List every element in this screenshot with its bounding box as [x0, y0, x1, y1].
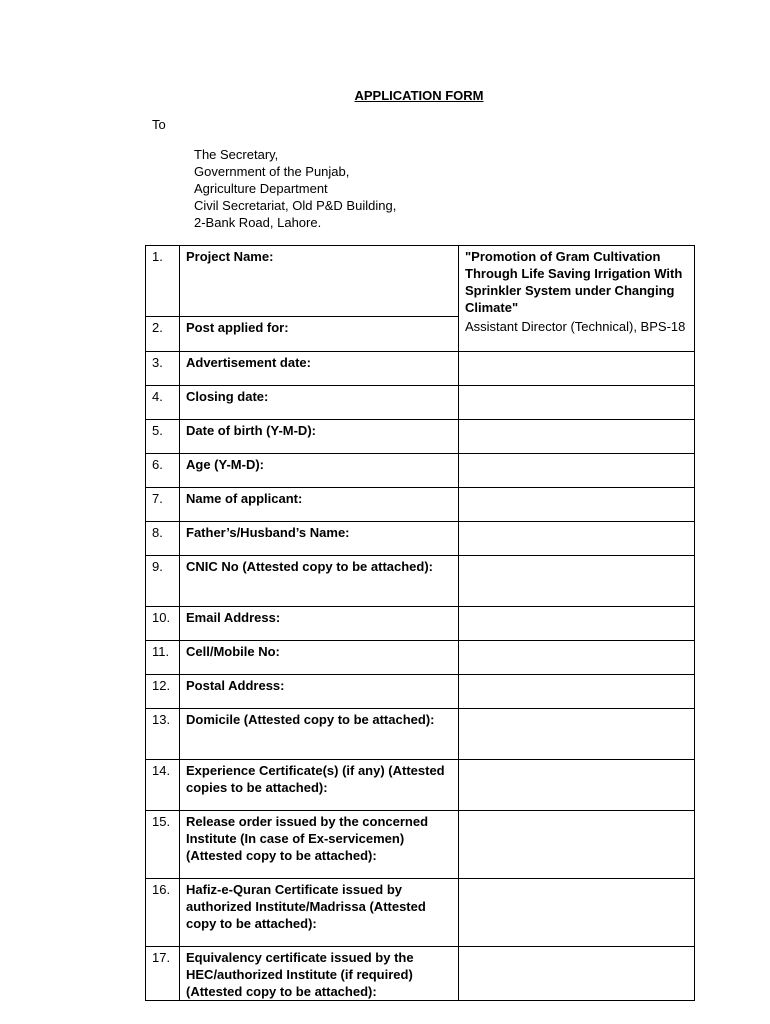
- table-row: [146, 759, 695, 810]
- row-label: Post applied for:: [180, 316, 459, 351]
- table-row: [146, 453, 695, 487]
- row-label: Postal Address:: [180, 674, 459, 708]
- row-label: Closing date:: [180, 385, 459, 419]
- row-label: Date of birth (Y-M-D):: [180, 419, 459, 453]
- postal-address-field[interactable]: [459, 674, 695, 708]
- row-number: 14.: [146, 759, 180, 810]
- project-name-value: "Promotion of Gram Cultivation Through Life Saving Irrigation With Sprinkler System under Changing Climate": [459, 246, 695, 317]
- row-number: 1.: [146, 246, 180, 317]
- row-number: 7.: [146, 487, 180, 521]
- table-row: [146, 316, 695, 351]
- row-number: 8.: [146, 521, 180, 555]
- address-line: The Secretary,: [194, 147, 279, 162]
- equivalency-field[interactable]: [459, 946, 695, 1000]
- form-title: APPLICATION FORM: [354, 88, 484, 103]
- email-field[interactable]: [459, 606, 695, 640]
- row-label: Equivalency certificate issued by the HEC/authorized Institute (if required) (Attested copy to be attached):: [180, 946, 459, 1000]
- row-number: 15.: [146, 810, 180, 878]
- row-number: 12.: [146, 674, 180, 708]
- age-field[interactable]: [459, 453, 695, 487]
- table-row: [146, 640, 695, 674]
- row-number: 5.: [146, 419, 180, 453]
- row-label: Cell/Mobile No:: [180, 640, 459, 674]
- row-number: 9.: [146, 555, 180, 606]
- row-number: 2.: [146, 316, 180, 351]
- row-label: Name of applicant:: [180, 487, 459, 521]
- row-label: Advertisement date:: [180, 351, 459, 385]
- release-order-field[interactable]: [459, 810, 695, 878]
- cnic-field[interactable]: [459, 555, 695, 606]
- row-number: 10.: [146, 606, 180, 640]
- row-label: Father’s/Husband’s Name:: [180, 521, 459, 555]
- address-line: Government of the Punjab,: [194, 164, 350, 179]
- address-line: 2-Bank Road, Lahore.: [194, 215, 322, 230]
- row-label: Release order issued by the concerned Institute (In case of Ex-servicemen) (Attested copy to be attached):: [180, 810, 459, 878]
- table-row: [146, 385, 695, 419]
- closing-date-field[interactable]: [459, 385, 695, 419]
- table-row: [146, 555, 695, 606]
- address-line: Civil Secretariat, Old P&D Building,: [194, 198, 397, 213]
- row-number: 16.: [146, 878, 180, 946]
- row-label: Domicile (Attested copy to be attached):: [180, 708, 459, 759]
- row-label: Hafiz-e-Quran Certificate issued by authorized Institute/Madrissa (Attested copy to be attached):: [180, 878, 459, 946]
- row-number: 3.: [146, 351, 180, 385]
- row-number: 13.: [146, 708, 180, 759]
- table-row: [146, 878, 695, 946]
- row-label: Experience Certificate(s) (if any) (Attested copies to be attached):: [180, 759, 459, 810]
- table-row: [146, 946, 695, 1000]
- table-row: [146, 487, 695, 521]
- row-number: 6.: [146, 453, 180, 487]
- table-row: [146, 246, 695, 317]
- application-table: [145, 245, 695, 1001]
- mobile-field[interactable]: [459, 640, 695, 674]
- table-row: [146, 810, 695, 878]
- row-label: Project Name:: [180, 246, 459, 317]
- row-number: 4.: [146, 385, 180, 419]
- row-number: 17.: [146, 946, 180, 1000]
- domicile-field[interactable]: [459, 708, 695, 759]
- row-label: Age (Y-M-D):: [180, 453, 459, 487]
- table-row: [146, 351, 695, 385]
- row-number: 11.: [146, 640, 180, 674]
- table-row: [146, 606, 695, 640]
- address-line: Agriculture Department: [194, 181, 328, 196]
- recipient-address: [194, 146, 396, 231]
- table-row: [146, 674, 695, 708]
- father-husband-name-field[interactable]: [459, 521, 695, 555]
- table-row: [146, 521, 695, 555]
- applicant-name-field[interactable]: [459, 487, 695, 521]
- to-label: To: [152, 117, 166, 132]
- date-of-birth-field[interactable]: [459, 419, 695, 453]
- post-applied-value: Assistant Director (Technical), BPS-18: [459, 316, 695, 351]
- hafiz-certificate-field[interactable]: [459, 878, 695, 946]
- advertisement-date-field[interactable]: [459, 351, 695, 385]
- table-row: [146, 708, 695, 759]
- row-label: CNIC No (Attested copy to be attached):: [180, 555, 459, 606]
- row-label: Email Address:: [180, 606, 459, 640]
- table-row: [146, 419, 695, 453]
- experience-field[interactable]: [459, 759, 695, 810]
